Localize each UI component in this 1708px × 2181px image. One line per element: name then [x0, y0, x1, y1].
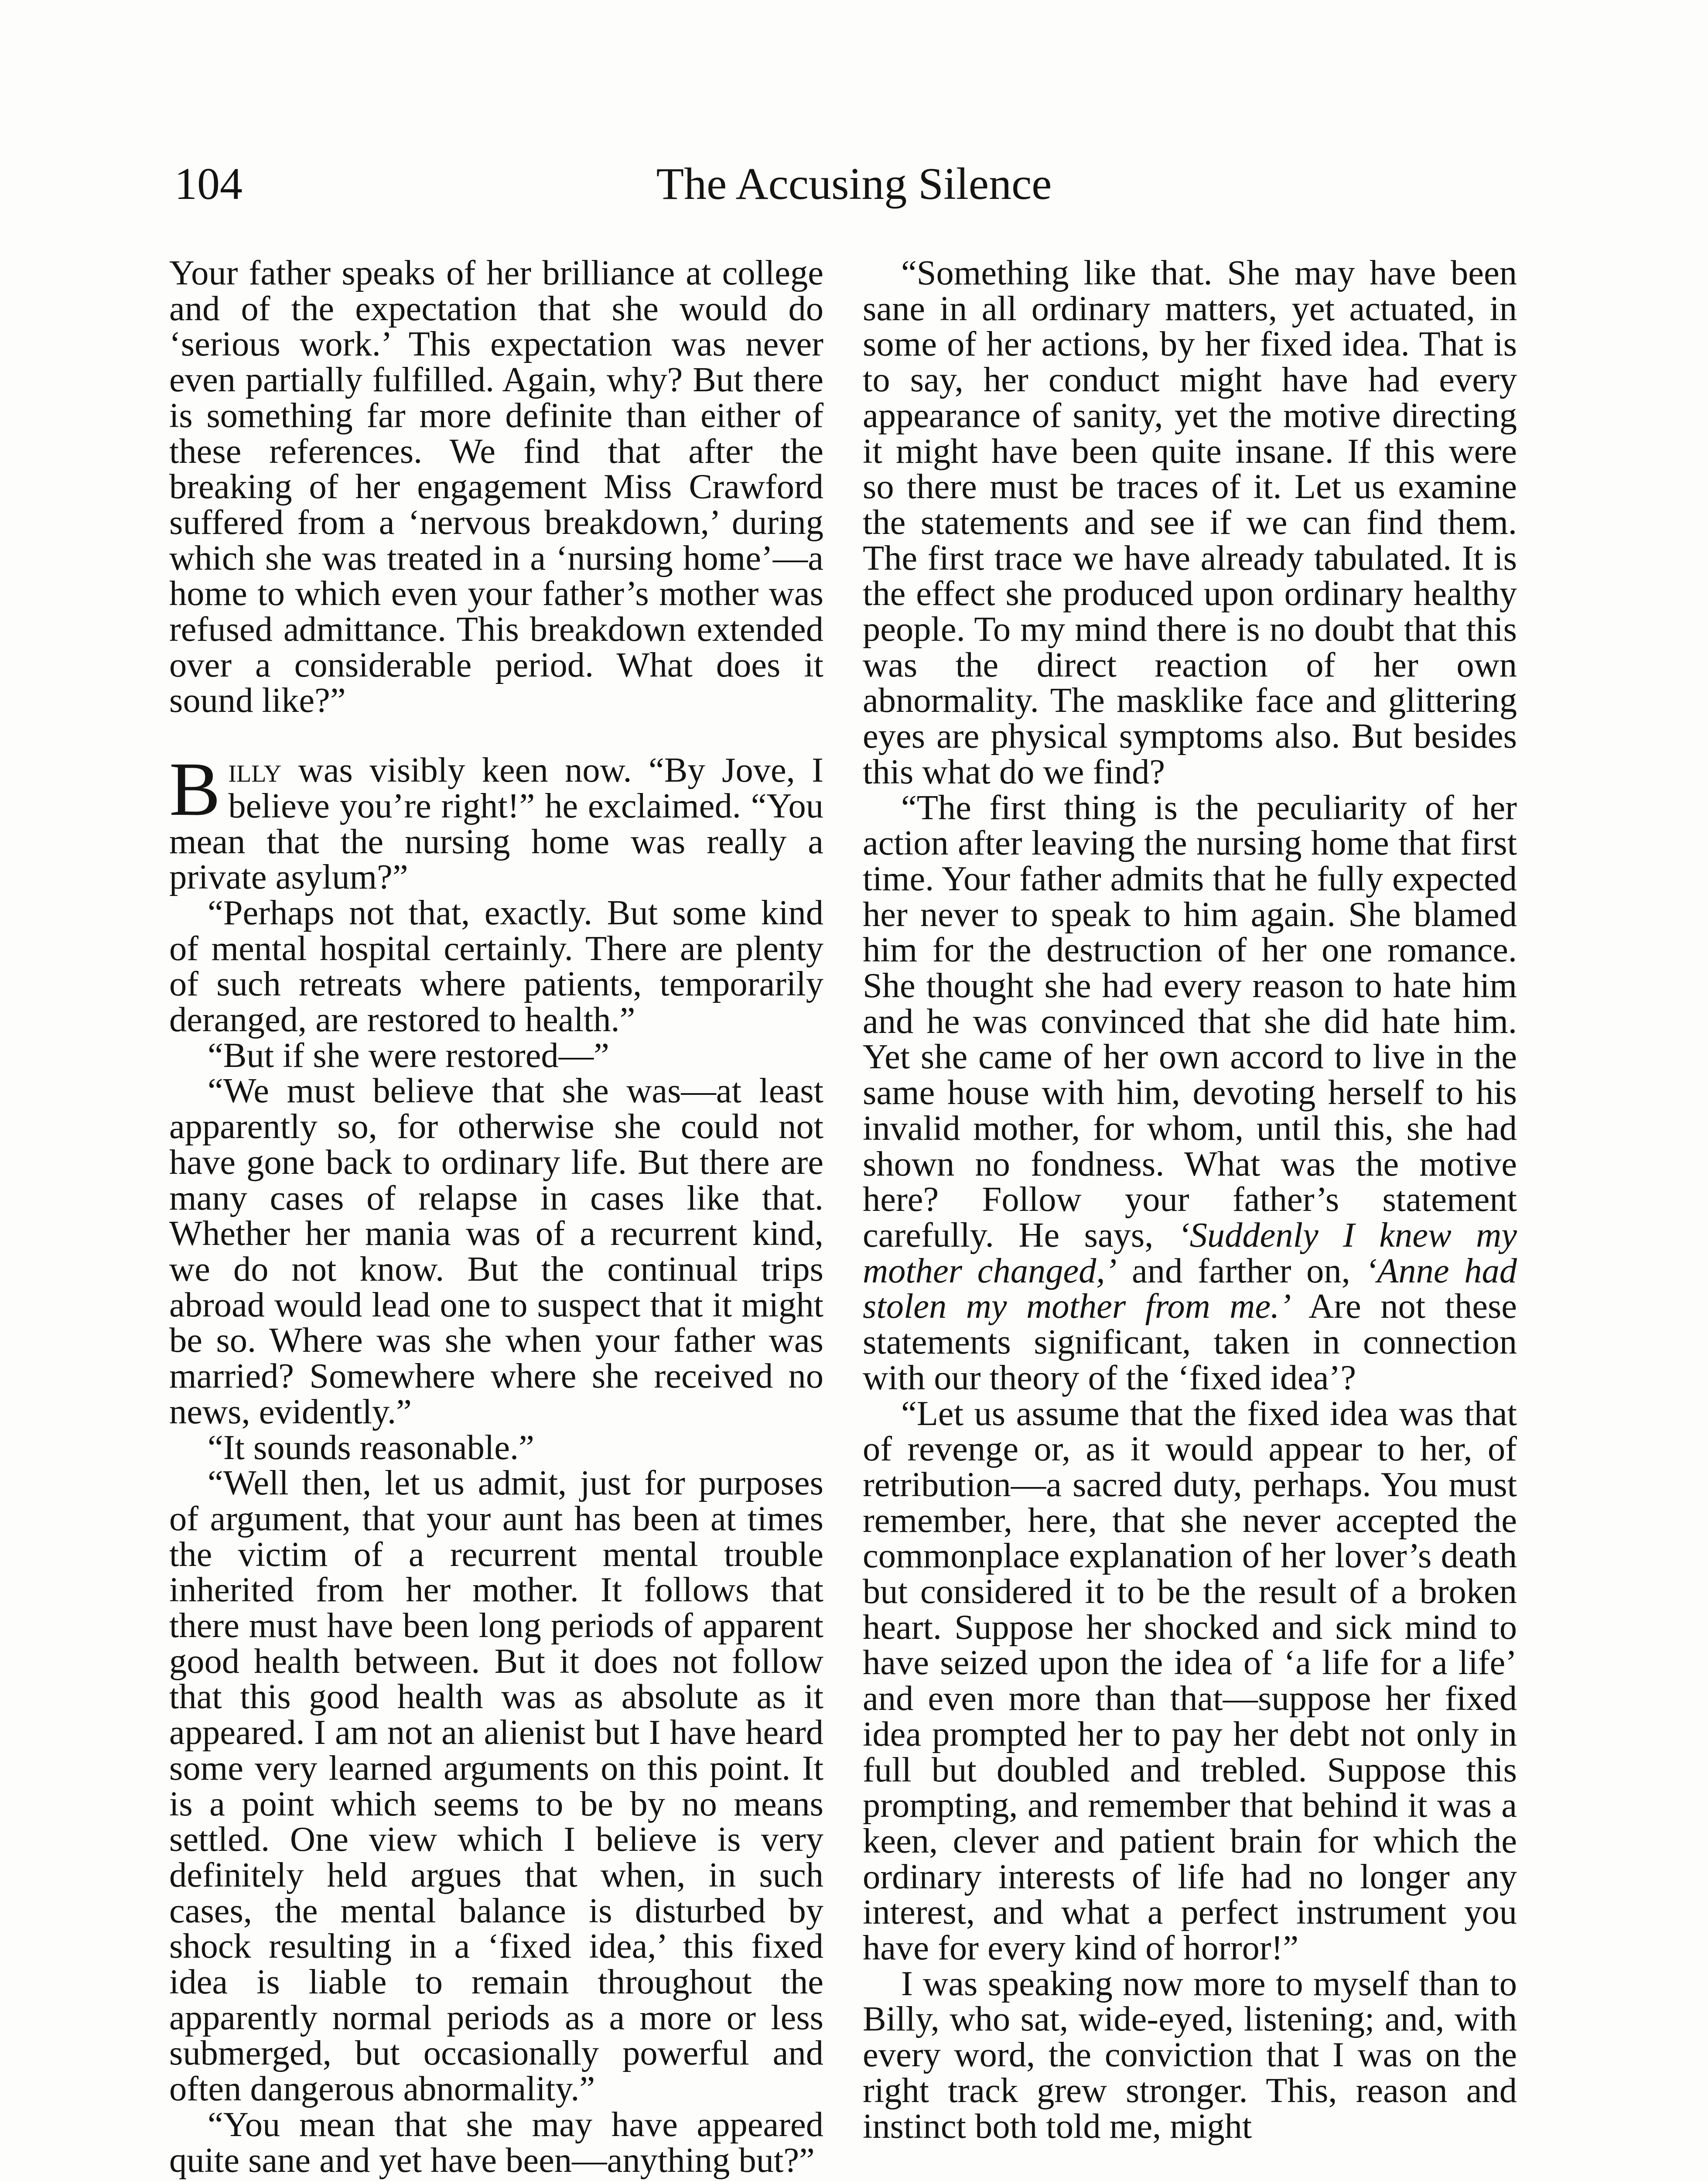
running-head-title: The Accusing Silence	[656, 159, 1052, 209]
paragraph: “But if she were restored—”	[208, 1036, 609, 1075]
section-break	[169, 718, 823, 752]
paragraph	[863, 790, 1517, 1396]
paragraph: “Something like that. She may have been sane in all ordinary matters, yet actuated, in some of her actions, by her fixed idea. That is to say, her conduct might have had every appearance of sanity, yet the motive directing it might have been quite insane. If this were so there must be traces of it. Let us examine the statements and see if we can find them. The first trace we have already tabulated. It is the effect she produced upon ordinary healthy people. To my mind there is no doubt that this was the direct reaction of her own abnormality. The masklike face and glittering eyes are physical symptoms also. But besides this what do we find?	[863, 253, 1517, 791]
page-number: 104	[174, 159, 243, 209]
paragraph: Your father speaks of her brilliance at college and of the expectation that she would do ‘serious work.’ This expectation was never even partially fulfilled. Again, why? But there is something far more definite than either of these references. We find that after the breaking of her engagement Miss Crawford suffered from a ‘nervous breakdown,’ during which she was treated in a ‘nursing home’—a home to which even your father’s mother was refused admittance. This breakdown extended over a considerable period. What does it sound like?”	[169, 253, 823, 720]
paragraph-text: “The first thing is the peculiarity of her action after leaving the nursing home that first time. Your father admits that he fully expected her never to speak to him again. She blamed him for the destruction of her one romance. She thought she had every reason to hate him and he was convinced that she did hate him. Yet she came of her own accord to live in the same house with him, devoting herself to his invalid mother, for whom, until this, she had shown no fondness. What was the motive here? Follow your father’s statement carefully. He says,	[863, 788, 1517, 1255]
paragraph-text: and farther on,	[1117, 1251, 1366, 1290]
paragraph: “It sounds reasonable.”	[208, 1428, 534, 1467]
paragraph: “Let us assume that the fixed idea was that of revenge or, as it would appear to her, of retribution—a sacred duty, perhaps. You must remember, here, that she never accepted the commonplace explanation of her lover’s death but considered it to be the result of a broken heart. Suppose her shocked and sick mind to have seized upon the idea of ‘a life for a life’ and even more than that—suppose her fixed idea prompted her to pay her debt not only in full but doubled and trebled. Suppose this prompting, and remember that behind it was a keen, clever and patient brain for which the ordinary interests of life had no longer any interest, and what a perfect instrument you have for every kind of horror!”	[863, 1394, 1517, 1968]
paragraph: “You mean that she may have appeared quite sane and yet have been—anything but?”	[169, 2105, 823, 2180]
italic-quote: ‘Anne had stolen my mother from me.’	[863, 1251, 1517, 1326]
left-column	[169, 255, 823, 2178]
italic-quote: ‘Suddenly I knew my mother changed,’	[863, 1215, 1517, 1290]
paragraph-dropcap	[169, 747, 823, 897]
small-caps-name: illy	[228, 751, 282, 790]
drop-cap: B	[169, 747, 221, 832]
paragraph: “Well then, let us admit, just for purposes of argument, that your aunt has been at times the victim of a recurrent mental trouble inherited from her mother. It follows that there must have been long periods of apparent good health between. But it does not follow that this good health was as absolute as it appeared. I am not an alienist but I have heard some very learned arguments on this point. It is a point which seems to be by no means settled. One view which I believe is very definitely held argues that when, in such cases, the mental balance is disturbed by shock resulting in a ‘fixed idea,’ this fixed idea is liable to remain throughout the apparently normal periods as a more or less submerged, but occasionally powerful and often dangerous abnormality.”	[169, 1463, 823, 2109]
paragraph-text: was visibly keen now. “By Jove, I believe you’re right!” he exclaimed. “You mean that the nursing home was really a private asylum?”	[169, 751, 823, 897]
paragraph: I was speaking now more to myself than to Billy, who sat, wide-eyed, listening; and, with every word, the conviction that I was on the right track grew stronger. This, reason and instinct both told me, might	[863, 1964, 1517, 2146]
paragraph: “Perhaps not that, exactly. But some kind of mental hospital certainly. There are plenty of such retreats where patients, temporarily deranged, are restored to health.”	[169, 893, 823, 1039]
paragraph-text: Are not these statements significant, taken in connection with our theory of the ‘fixed idea’?	[863, 1287, 1517, 1397]
right-column	[863, 255, 1517, 2144]
paragraph: “We must believe that she was—at least apparently so, for otherwise she could not have gone back to ordinary life. But there are many cases of relapse in cases like that. Whether her mania was of a recurrent kind, we do not know. But the continual trips abroad would lead one to suspect that it might be so. Where was she when your father was married? Somewhere where she received no news, evidently.”	[169, 1071, 823, 1431]
